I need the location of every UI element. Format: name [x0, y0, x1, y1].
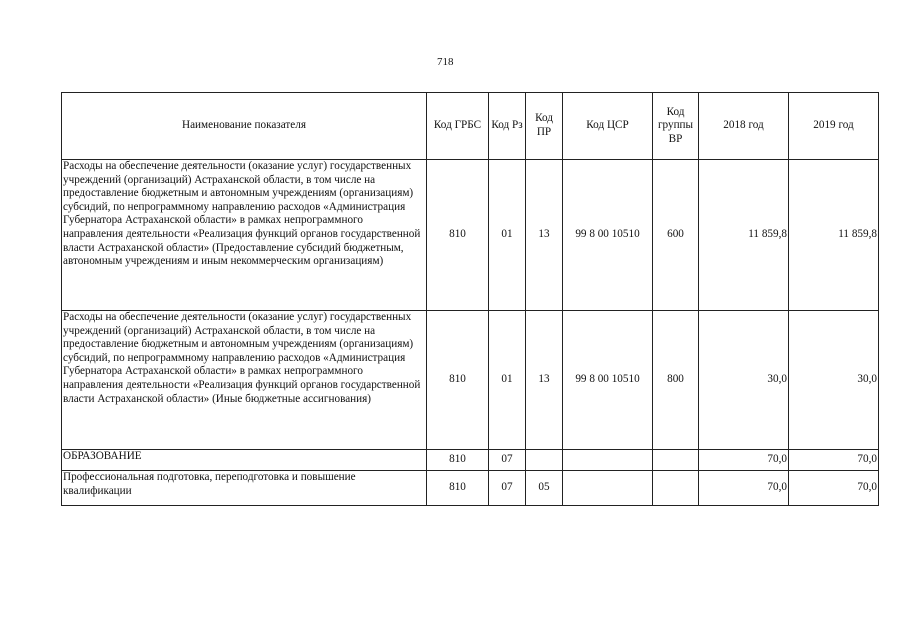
row-name: Расходы на обеспечение деятельности (оказание услуг) государственных учреждений (организаций) Астраханской области, в том числе на предоставление бюджетным и автономным учреждениям (организациям) субсидий, по непрограммному направлению расходов «Администрация Губернатора Астраханской области» в рамках непрограммного направления деятельности «Реализация функций органов государственной власти Астраханской области» (Предоставление субсидий бюджетным, автономным учреждениям и иным некоммерческим организациям)	[62, 160, 427, 311]
header-pr: Код ПР	[526, 93, 563, 160]
row-csr: 99 8 00 10510	[563, 160, 653, 311]
header-name: Наименование показателя	[62, 93, 427, 160]
row-2018: 70,0	[699, 450, 789, 471]
row-2019: 70,0	[789, 471, 879, 506]
row-rz: 07	[489, 471, 526, 506]
row-pr: 13	[526, 311, 563, 450]
row-csr	[563, 450, 653, 471]
table-row	[62, 311, 879, 450]
row-pr: 05	[526, 471, 563, 506]
row-pr	[526, 450, 563, 471]
row-grbs: 810	[427, 160, 489, 311]
row-rz: 07	[489, 450, 526, 471]
table-row	[62, 471, 879, 506]
row-2019: 70,0	[789, 450, 879, 471]
row-grbs: 810	[427, 311, 489, 450]
header-rz: Код Рз	[489, 93, 526, 160]
row-pr: 13	[526, 160, 563, 311]
row-csr: 99 8 00 10510	[563, 311, 653, 450]
row-name: Профессиональная подготовка, переподготовка и повышение квалификации	[62, 471, 427, 506]
header-grbs: Код ГРБС	[427, 93, 489, 160]
header-vr: Код группы ВР	[653, 93, 699, 160]
row-2018: 70,0	[699, 471, 789, 506]
header-csr: Код ЦСР	[563, 93, 653, 160]
row-grbs: 810	[427, 450, 489, 471]
row-vr: 600	[653, 160, 699, 311]
row-rz: 01	[489, 160, 526, 311]
row-name: Расходы на обеспечение деятельности (оказание услуг) государственных учреждений (организаций) Астраханской области, в том числе на предоставление бюджетным и автономным учреждениям (организациям) субсидий, по непрограммному направлению расходов «Администрация Губернатора Астраханской области» в рамках непрограммного направления деятельности «Реализация функций органов государственной власти Астраханской области» (Иные бюджетные ассигнования)	[62, 311, 427, 450]
row-2018: 11 859,8	[699, 160, 789, 311]
header-2019: 2019 год	[789, 93, 879, 160]
header-2018: 2018 год	[699, 93, 789, 160]
table-row	[62, 450, 879, 471]
row-vr	[653, 450, 699, 471]
row-rz: 01	[489, 311, 526, 450]
row-2019: 30,0	[789, 311, 879, 450]
row-2019: 11 859,8	[789, 160, 879, 311]
row-2018: 30,0	[699, 311, 789, 450]
row-name: ОБРАЗОВАНИЕ	[62, 450, 427, 471]
table-header-row	[62, 93, 879, 160]
row-csr	[563, 471, 653, 506]
row-grbs: 810	[427, 471, 489, 506]
budget-table	[61, 92, 879, 506]
table-row	[62, 160, 879, 311]
row-vr	[653, 471, 699, 506]
page-number: 718	[437, 56, 454, 68]
row-vr: 800	[653, 311, 699, 450]
